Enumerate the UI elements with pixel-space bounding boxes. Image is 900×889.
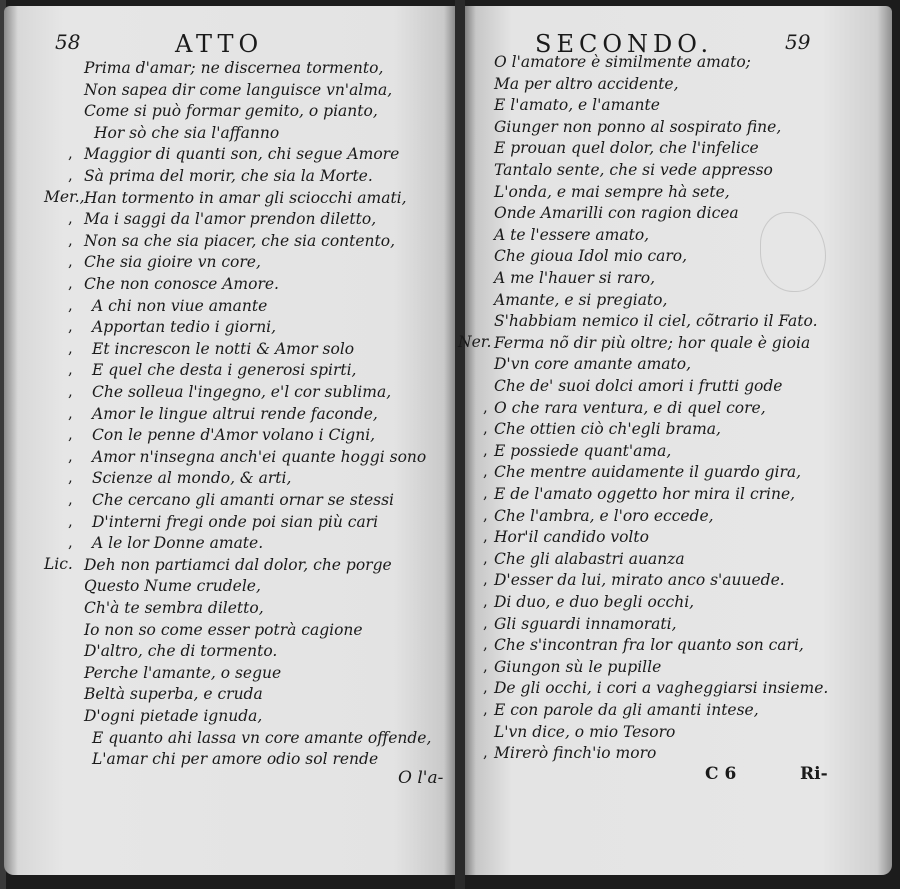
verse-line: O che rara ventura, e di quel core, [494,398,766,417]
verse-line: Giungon sù le pupille [494,657,662,676]
verse-line: D'ogni pietade ignuda, [84,707,263,725]
verse-line: Che gioua Idol mio caro, [494,247,688,266]
verse-line: A te l'essere amato, [494,225,650,244]
verse-line: E quanto ahi lassa vn core amante offende, [92,728,432,747]
verse-line: Hor sò che sia l'affanno [94,123,280,142]
verse-line: D'altro, che di tormento. [84,642,278,661]
quotation-mark: , [483,613,488,632]
verse-line: E de l'amato oggetto hor mira il crine, [494,485,796,503]
quotation-mark: , [68,317,73,336]
quotation-mark: , [68,295,73,314]
verse-line: Che gli alabastri auanza [494,549,685,568]
verse-line: De gli occhi, i cori a vagheggiarsi insieme. [494,679,829,698]
verse-line: D'esser da lui, mirato anco s'auuede. [494,571,785,590]
verse-line: D'interni fregi onde poi sian più cari [92,512,379,531]
verse-line: A le lor Donne amate. [92,534,264,553]
right-catchword: Ri- [800,764,828,784]
verse-line: Onde Amarilli con ragion dicea [494,204,739,223]
verse-line: E con parole da gli amanti intese, [494,701,759,719]
quotation-mark: , [483,419,488,438]
right-running-header: SECONDO. [535,30,714,58]
verse-line: Deh non partiamci dal dolor, che porge [84,555,392,574]
verse-line: Sà prima del morir, che sia la Morte. [84,167,373,185]
quotation-mark: , [483,548,488,567]
verse-line: L'vn dice, o mio Tesoro [494,722,676,741]
left-running-header: ATTO [175,30,264,58]
verse-line: Questo Nume crudele, [84,577,261,596]
quotation-mark: , [68,360,73,379]
verse-line: Ma i saggi da l'amor prendon diletto, [84,210,377,229]
verse-line: Amor le lingue altrui rende faconde, [92,404,378,423]
quotation-mark: , [483,592,488,610]
signature-mark: C 6 [705,764,737,784]
quotation-mark: , [483,462,488,481]
quotation-mark: , [68,144,73,163]
left-catchword: O l'a- [398,768,444,788]
verse-line: Apportan tedio i giorni, [92,318,277,337]
quotation-mark: , [68,382,73,400]
verse-line: E prouan quel dolor, che l'infelice [494,139,759,158]
verse-line: Giunger non ponno al sospirato fine, [494,117,782,136]
quotation-mark: , [68,425,73,444]
verse-line: Ch'à te sembra diletto, [84,599,264,617]
verse-line: Amor n'insegna anch'ei quante hoggi sono [92,447,427,466]
verse-line: L'amar chi per amore odio sol rende [92,750,379,769]
speaker-label: Ner. [458,332,492,351]
verse-line: Ma per altro accidente, [494,74,679,93]
verse-line: Scienze al mondo, & arti, [92,469,292,488]
quotation-mark: , [483,678,488,697]
verse-line: Han tormento in amar gli sciocchi amati, [84,188,407,207]
quotation-mark: , [483,440,488,459]
quotation-mark: , [68,252,73,271]
verse-line: Che cercano gli amanti ornar se stessi [92,491,394,509]
quotation-mark: , [483,527,488,546]
verse-line: Perche l'amante, o segue [84,663,282,682]
quotation-mark: , [68,209,73,228]
verse-line: Di duo, e duo begli occhi, [494,593,695,611]
book-gutter [455,0,465,889]
verse-line: Che sia gioire vn core, [84,253,261,272]
verse-line: Che non conosce Amore. [84,275,279,293]
quotation-mark: , [68,446,73,465]
verse-line: D'vn core amante amato, [494,355,692,374]
verse-line: Non sapea dir come languisce vn'alma, [84,80,393,99]
verse-line: E l'amato, e l'amante [494,96,660,115]
quotation-mark: , [68,338,73,357]
verse-line: Come si può formar gemito, o pianto, [84,102,378,121]
quotation-mark: , [68,403,73,422]
quotation-mark: , [483,505,488,524]
speaker-label: Lic. [44,554,73,573]
quotation-mark: , [483,700,488,718]
verse-line: Che ottien ciò ch'egli brama, [494,420,721,439]
verse-line: Che de' suoi dolci amori i frutti gode [494,377,783,395]
left-page-number: 58 [55,30,81,54]
quotation-mark: , [483,635,488,654]
verse-line: Mirerò finch'io moro [494,744,657,763]
verse-line: L'onda, e mai sempre hà sete, [494,182,730,201]
quotation-mark: , [68,533,73,552]
verse-line: S'habbiam nemico il ciel, cõtrario il Fato. [494,312,818,331]
verse-line: Et increscon le notti & Amor solo [92,339,355,358]
verse-line: E possiede quant'ama, [494,441,672,460]
verse-line: Non sa che sia piacer, che sia contento, [84,231,396,250]
verse-line: Amante, e si pregiato, [494,290,668,309]
quotation-mark: , [483,743,488,762]
verse-line: Che s'incontran fra lor quanto son cari, [494,636,804,655]
verse-line: O l'amatore è similmente amato; [494,53,751,71]
quotation-mark: , [68,490,73,508]
verse-line: Io non so come esser potrà cagione [84,620,363,639]
verse-line: Maggior di quanti son, chi segue Amore [84,145,400,164]
verse-line: Beltà superba, e cruda [84,685,263,704]
quotation-mark: , [68,166,73,184]
quotation-mark: , [68,468,73,487]
speaker-label: Mer., [44,187,85,206]
right-page-number: 59 [785,30,811,54]
verse-line: Con le penne d'Amor volano i Cigni, [92,426,376,445]
verse-line: A chi non viue amante [92,296,268,315]
verse-line: Gli sguardi innamorati, [494,614,677,633]
quotation-mark: , [68,274,73,292]
verse-line: Prima d'amar; ne discernea tormento, [84,59,384,77]
verse-line: A me l'hauer si raro, [494,269,656,287]
verse-line: Che mentre auidamente il guardo gira, [494,463,802,482]
verse-line: E quel che desta i generosi spirti, [92,361,357,380]
verse-line: Che solleua l'ingegno, e'l cor sublima, [92,383,392,401]
quotation-mark: , [68,230,73,249]
quotation-mark: , [483,397,488,416]
verse-line: Tantalo sente, che si vede appresso [494,161,773,179]
verse-line: Hor'il candido volto [494,528,649,547]
quotation-mark: , [483,484,488,502]
quotation-mark: , [68,511,73,530]
quotation-mark: , [483,570,488,589]
verse-line: Ferma nõ dir più oltre; hor quale è gioia [494,333,811,352]
verse-line: Che l'ambra, e l'oro eccede, [494,506,714,525]
quotation-mark: , [483,656,488,675]
